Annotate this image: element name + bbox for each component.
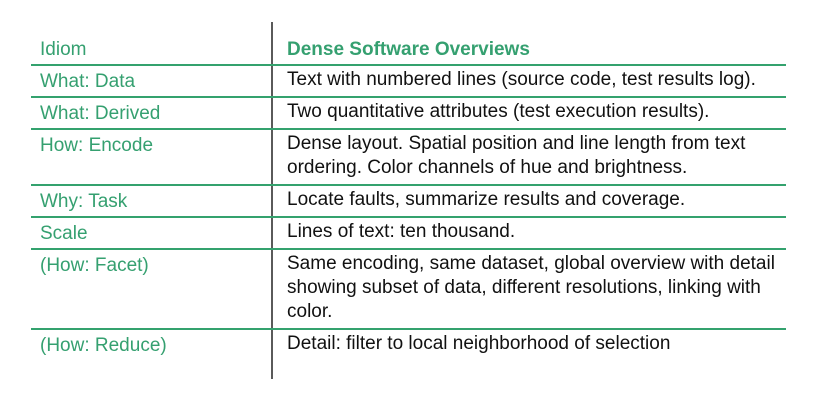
header-key-cell: Idiom — [40, 39, 87, 60]
header-title-cell: Dense Software Overviews — [287, 39, 530, 60]
table-header-row — [31, 34, 786, 64]
table-row-scale — [31, 216, 786, 248]
row-value: Lines of text: ten thousand. — [287, 221, 516, 242]
table-row-why-task — [31, 184, 786, 216]
row-key: (How: Reduce) — [40, 335, 167, 356]
row-key: Scale — [40, 223, 88, 244]
row-key: What: Derived — [40, 103, 161, 124]
row-value: Dense layout. Spatial position and line length from text ordering. Color channels of hue and brightness. — [287, 133, 746, 178]
row-key: What: Data — [40, 71, 136, 92]
table-row-how-reduce — [31, 328, 786, 360]
table-row-how-encode — [31, 128, 786, 184]
idiom-table — [31, 34, 786, 360]
row-value: Same encoding, same dataset, global overview with detail showing subset of data, different resolutions, linking with color. — [287, 253, 775, 322]
row-key: Why: Task — [40, 191, 128, 212]
row-key: (How: Facet) — [40, 255, 149, 276]
table-row-what-data — [31, 64, 786, 96]
row-value: Locate faults, summarize results and coverage. — [287, 189, 686, 210]
table-row-what-derived — [31, 96, 786, 128]
row-value: Text with numbered lines (source code, test results log). — [287, 69, 756, 90]
row-value: Detail: filter to local neighborhood of selection — [287, 333, 671, 354]
row-value: Two quantitative attributes (test execution results). — [287, 101, 710, 122]
row-key: How: Encode — [40, 135, 154, 156]
table-row-how-facet — [31, 248, 786, 328]
